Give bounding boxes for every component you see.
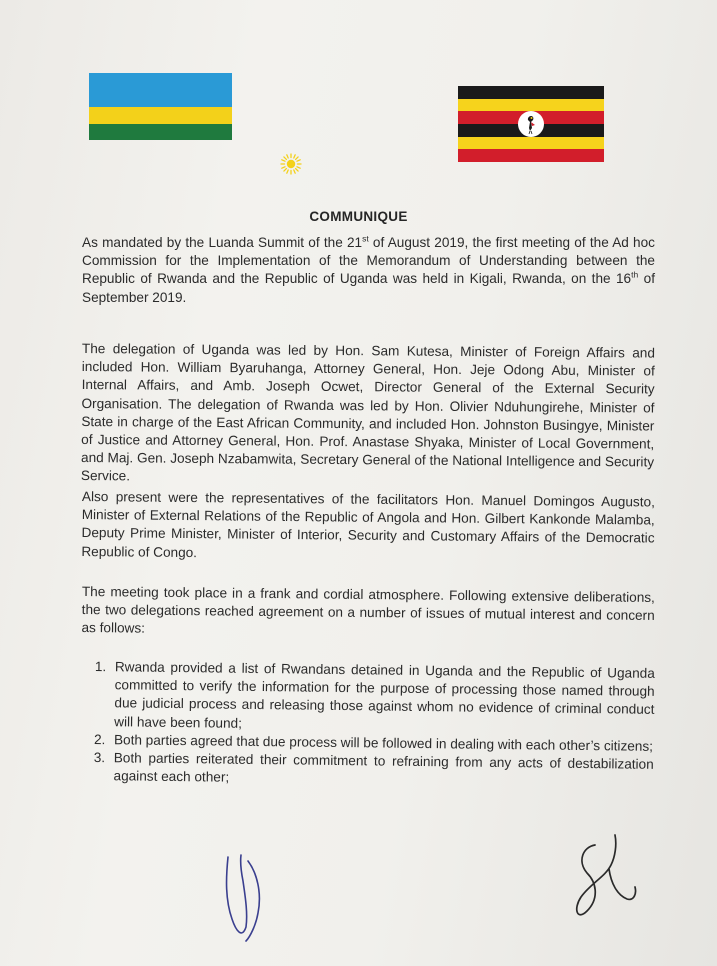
rwanda-flag-green-band [89, 124, 232, 140]
ordinal-suffix: st [362, 233, 369, 244]
list-item [93, 749, 653, 792]
paragraph-intro-text: As mandated by the Luanda Summit of the 21 [82, 235, 363, 250]
ordinal-suffix: th [631, 269, 639, 280]
signature-left [212, 843, 282, 943]
paragraph-intro [82, 234, 655, 307]
agreement-list [93, 658, 655, 792]
list-item-text: Both parties reiterated their commitment to refraining from any acts of destabilization against each other; [113, 750, 654, 785]
list-item-text: Both parties agreed that due process will be followed in dealing with each other’s citizens; [113, 732, 654, 754]
rwanda-flag-blue-band [89, 73, 232, 107]
list-item [94, 658, 655, 738]
list-item-text: Rwanda provided a list of Rwandans detained in Uganda and the Republic of Uganda committed to verify the information for the purpose of processing those named through due judicial process and releasing those against whom no evidence of criminal conduct will have been found; [114, 659, 655, 731]
uganda-flag [458, 86, 604, 162]
rwanda-flag-yellow-band [89, 107, 232, 124]
paragraph-meeting: The meeting took place in a frank and cordial atmosphere. Following extensive deliberations, the two delegations reached agreement on a number of issues of mutual interest and concern as follows: [81, 583, 655, 637]
paragraph-facilitators: Also present were the representatives of the facilitators Hon. Manuel Domingos Augusto, Minister of External Relations of the Republic of Angola and Hon. Gilbert Kankonde Malamba, Deputy Prime Minister, Minister of Interior, Security and Customary Affairs of the Democratic Republic of Congo. [81, 488, 655, 560]
signature-right [565, 825, 645, 930]
paragraph-delegations: The delegation of Uganda was led by Hon. Sam Kutesa, Minister of Foreign Affairs and included Hon. William Byaruhanga, Attorney General, Hon. Jeje Odong Abu, Minister of Internal Affairs, and Amb. Joseph Ocwet, Director General of the External Security Organisation. The delegation of Rwanda was led by Hon. Olivier Nduhungirehe, Minister of State in charge of the East African Community, and included Hon. Johnston Busingye, Minister of Justice and Attorney General, Hon. Prof. Anastase Shyaka, Minister of Local Government, and Maj. Gen. Joseph Nzabamwita, Secretary General of the National Intelligence and Security Service. [80, 340, 655, 484]
list-item-number: 1. [94, 658, 107, 675]
rwanda-flag [89, 73, 232, 140]
sun-icon [280, 153, 302, 175]
crane-emblem-icon [518, 111, 544, 137]
uganda-flag-stripe [458, 137, 604, 150]
paragraph-intro-text: of September 2019. [82, 271, 655, 305]
paragraph-intro-text: of August 2019, the first meeting of the Ad hoc Commission for the Implementation of the Memorandum of Understanding between the Republic of Rwanda and the Republic of Uganda was held in Kigali, Rwanda, on the 16 [82, 235, 655, 287]
uganda-flag-stripe [458, 99, 604, 112]
uganda-flag-stripe [458, 86, 604, 99]
document-title: COMMUNIQUE [309, 209, 408, 224]
list-item-number: 3. [93, 750, 106, 766]
uganda-flag-stripe [458, 149, 604, 162]
list-item-number: 2. [93, 731, 106, 747]
